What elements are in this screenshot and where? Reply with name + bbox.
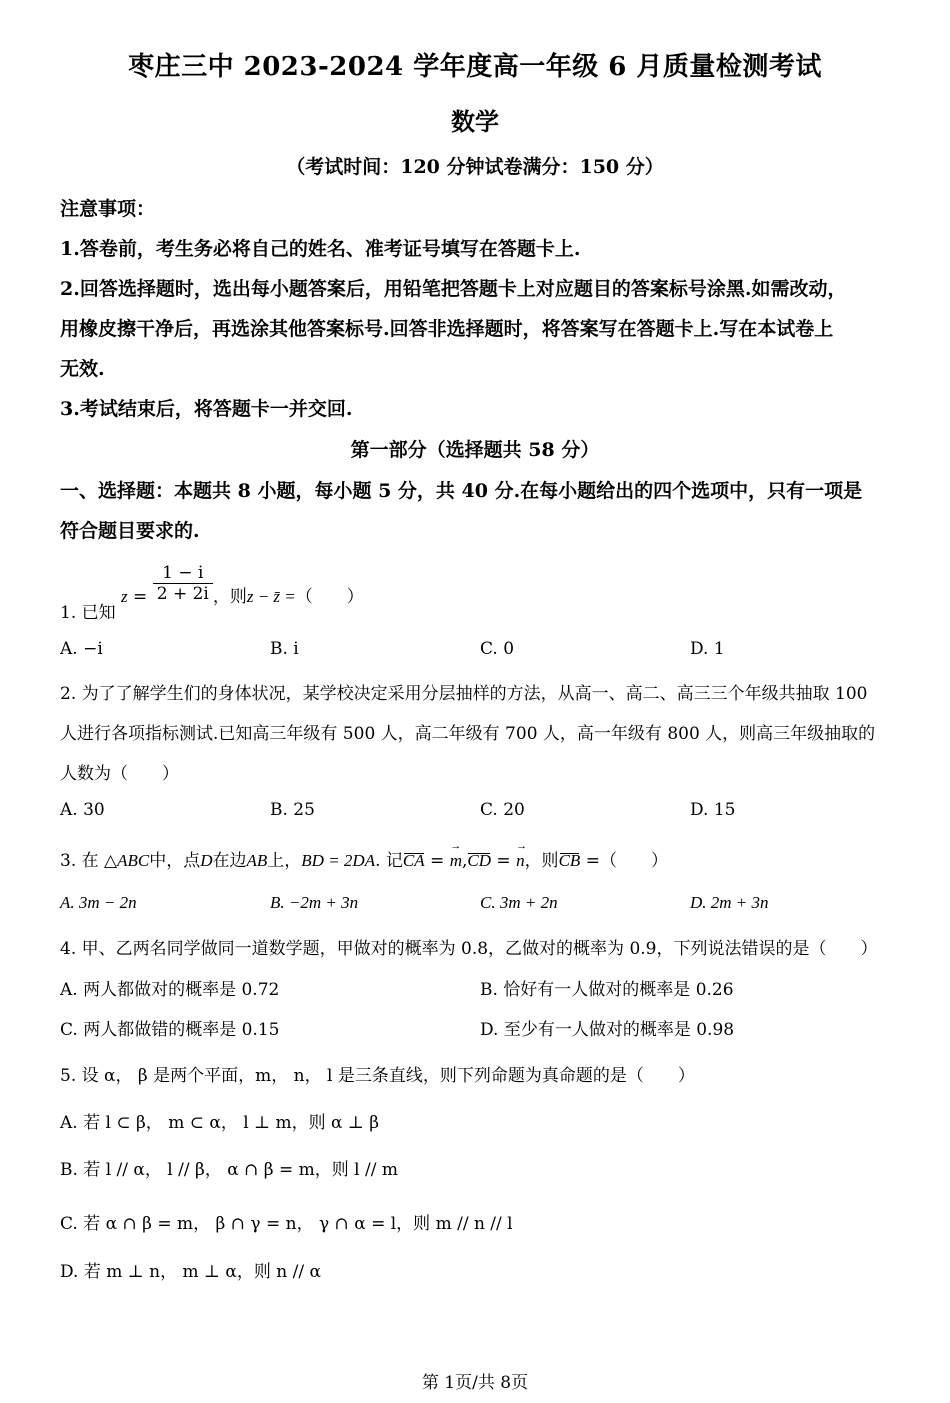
q1-option-a: A. −i xyxy=(60,639,103,659)
q5-option-c: C. 若 α ∩ β = m， β ∩ γ = n， γ ∩ α = l，则 m // n // l xyxy=(60,1214,513,1234)
q3-eq-m: = xyxy=(424,851,450,871)
q3-vector-n: → n xyxy=(516,851,525,871)
q1-option-c: C. 0 xyxy=(480,639,515,659)
question-3-stem xyxy=(60,846,668,871)
q3-part-6: ，则 xyxy=(524,851,559,871)
q2-option-a: A. 30 xyxy=(60,800,105,820)
q3-part-3: 在边 xyxy=(212,851,247,871)
q1-fraction xyxy=(153,563,213,604)
q1-option-d: D. 1 xyxy=(690,639,725,659)
q1-numerator: 1 − i xyxy=(153,563,213,584)
q3-part-7: =（ ） xyxy=(580,851,668,871)
q3-point-d: D xyxy=(200,851,213,870)
notice-heading: 注意事项： xyxy=(60,198,156,220)
q3-option-a: A. 3m − 2n xyxy=(60,893,137,912)
question-4-stem: 4. 甲、乙两名同学做同一道数学题，甲做对的概率为 0.8，乙做对的概率为 0.9，下列说法错误的是（ ） xyxy=(60,939,878,959)
q1-paren: （ ） xyxy=(295,587,364,607)
notice-item-2-line-1: 2.回答选择题时，选出每小题答案后，用铅笔把答题卡上对应题目的答案标号涂黑.如需改动， xyxy=(60,278,847,300)
q3-part-5: . 记 xyxy=(375,851,403,871)
q5-option-b: B. 若 l // α， l // β， α ∩ β = m，则 l // m xyxy=(60,1160,398,1180)
q3-vector-cb: CB xyxy=(558,851,581,870)
question-2-line-2: 人进行各项指标测试.已知高三年级有 500 人，高二年级有 700 人，高一年级有 800 人，则高三年级抽取的 xyxy=(60,724,876,744)
q2-option-d: D. 15 xyxy=(690,800,736,820)
question-2-line-1: 2. 为了了解学生们的身体状况，某学校决定采用分层抽样的方法，从高一、高二、高三三个年级共抽取 100 xyxy=(60,684,868,704)
q3-side-ab: AB xyxy=(246,851,268,870)
q3-part-1: 3. 在 xyxy=(60,851,99,871)
exam-title: 枣庄三中 2023-2024 学年度高一年级 6 月质量检测考试 xyxy=(128,52,822,82)
q3-eq-n: = xyxy=(491,851,517,871)
part1-heading: 第一部分（选择题共 58 分） xyxy=(350,439,600,461)
part1-instruction-line-1: 一、选择题：本题共 8 小题，每小题 5 分，共 40 分.在每小题给出的四个选项中，只有一项是 xyxy=(60,480,863,502)
q2-option-b: B. 25 xyxy=(270,800,315,820)
q1-prefix: 1. 已知 xyxy=(60,603,116,623)
question-1-stem xyxy=(60,563,364,623)
q3-vector-m: → m xyxy=(450,851,462,871)
notice-item-3: 3.考试结束后，将答题卡一并交回. xyxy=(60,398,353,420)
page-number: 第 1页/共 8页 xyxy=(421,1373,529,1393)
q1-eq: = xyxy=(127,587,153,607)
q1-z: z xyxy=(121,587,128,606)
q3-comma: , xyxy=(461,851,468,871)
q1-denominator: 2 + 2i xyxy=(156,584,209,604)
q5-option-d: D. 若 m ⊥ n， m ⊥ α，则 n // α xyxy=(60,1262,321,1282)
q5-option-a: A. 若 l ⊂ β， m ⊂ α， l ⊥ m，则 α ⊥ β xyxy=(60,1113,380,1133)
q1-suffix: ，则 xyxy=(212,587,247,607)
exam-info: （考试时间：120 分钟试卷满分：150 分） xyxy=(286,156,664,178)
question-2-line-3: 人数为（ ） xyxy=(60,764,179,784)
q4-option-d: D. 至少有一人做对的概率是 0.98 xyxy=(480,1020,735,1040)
notice-item-2-line-3: 无效. xyxy=(60,358,105,380)
question-5-stem: 5. 设 α， β 是两个平面，m， n， l 是三条直线，则下列命题为真命题的是（ ） xyxy=(60,1066,695,1086)
q4-option-a: A. 两人都做对的概率是 0.72 xyxy=(60,980,280,1000)
q3-option-d: D. 2m + 3n xyxy=(690,893,769,912)
q3-triangle: △ABC xyxy=(104,851,150,870)
part1-instruction-line-2: 符合题目要求的. xyxy=(60,520,200,542)
q3-relation: BD = 2DA xyxy=(301,851,376,870)
q3-vector-ca: CA xyxy=(402,851,425,870)
notice-item-1: 1.答卷前，考生务必将自己的姓名、准考证号填写在答题卡上. xyxy=(60,238,581,260)
notice-item-2-line-2: 用橡皮擦干净后，再选涂其他答案标号.回答非选择题时，将答案写在答题卡上.写在本试卷上 xyxy=(60,318,834,340)
q4-option-c: C. 两人都做错的概率是 0.15 xyxy=(60,1020,280,1040)
subject-title: 数学 xyxy=(451,107,499,136)
q1-expr: z − z̄ = xyxy=(246,587,296,606)
q3-option-b: B. −2m + 3n xyxy=(270,893,359,912)
q3-vector-cd: CD xyxy=(467,851,491,870)
q3-part-4: 上， xyxy=(267,851,302,871)
q3-option-c: C. 3m + 2n xyxy=(480,893,558,912)
q1-option-b: B. i xyxy=(270,639,299,659)
q4-option-b: B. 恰好有一人做对的概率是 0.26 xyxy=(480,980,734,1000)
q2-option-c: C. 20 xyxy=(480,800,525,820)
q3-part-2: 中，点 xyxy=(149,851,201,871)
